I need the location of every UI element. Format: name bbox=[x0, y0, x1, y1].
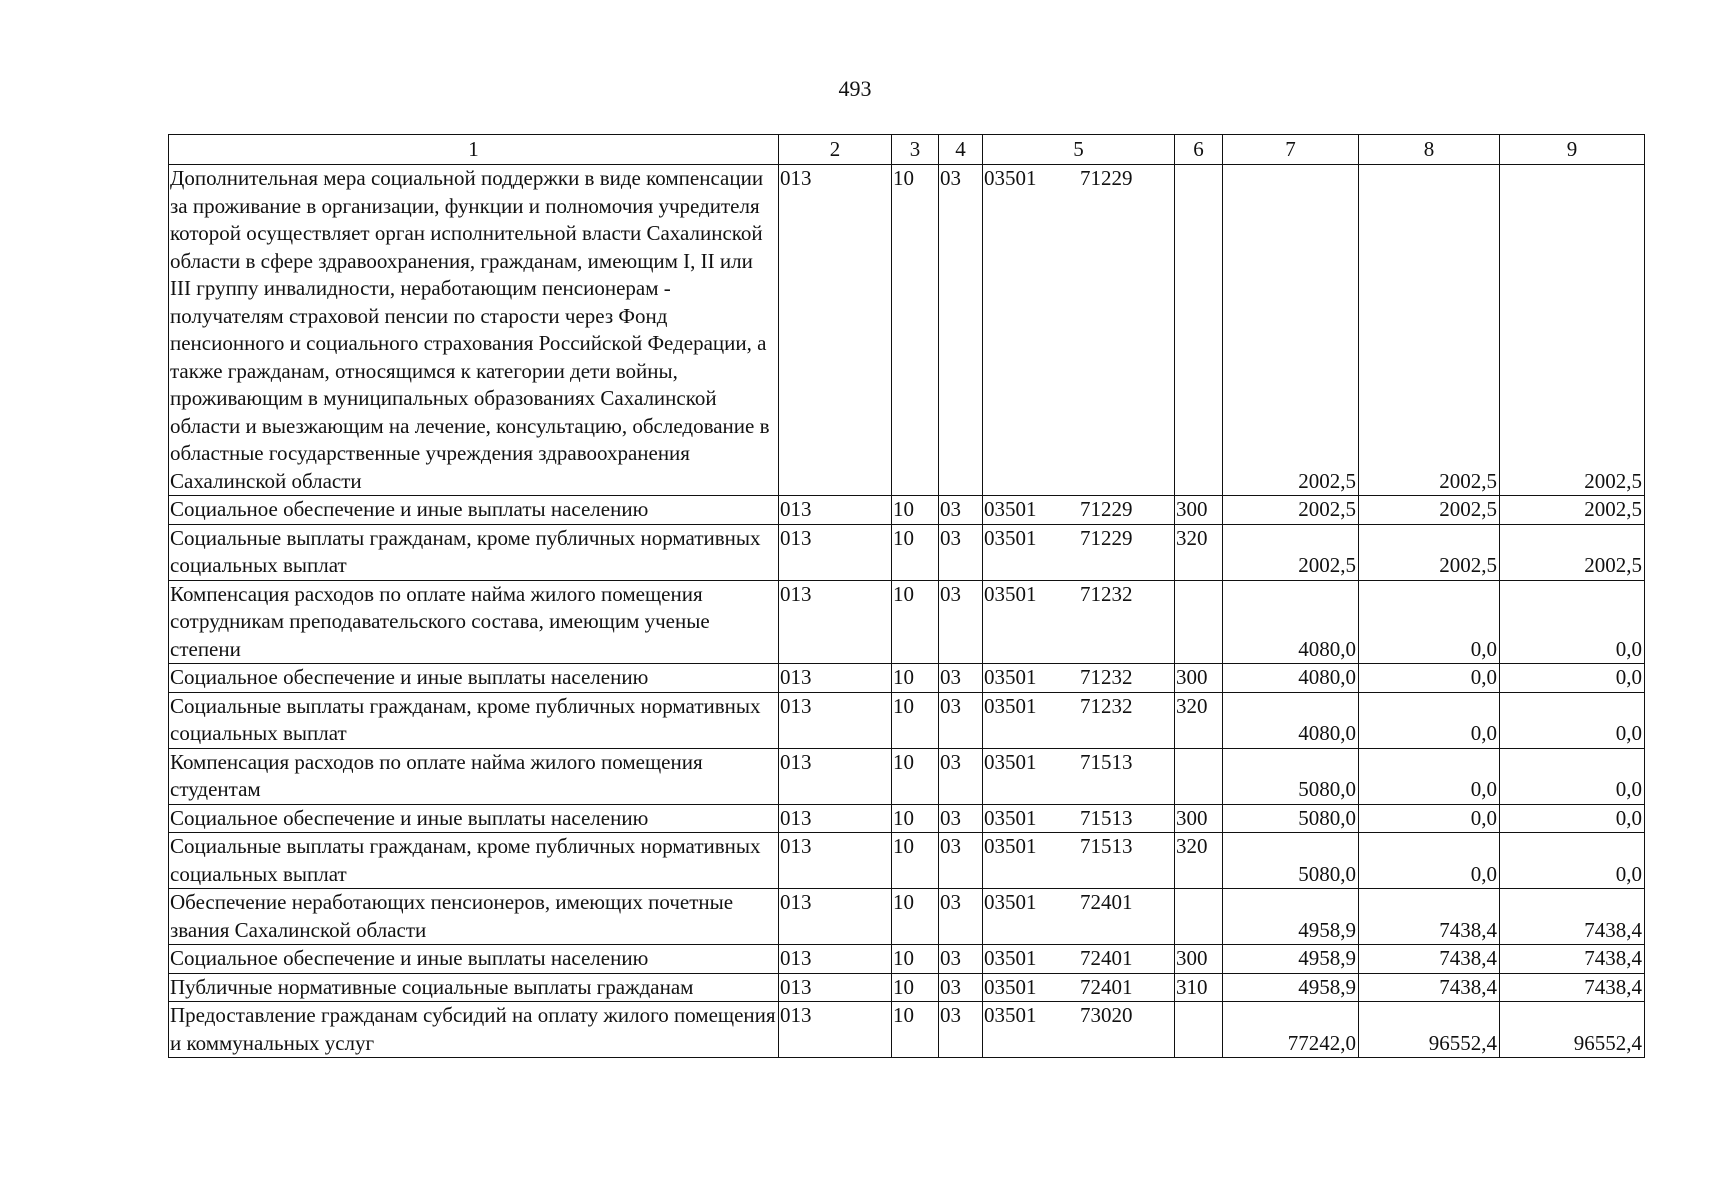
table-row bbox=[169, 833, 1645, 889]
cell-target-article bbox=[983, 692, 1175, 748]
cell-subsection-code: 03 bbox=[939, 804, 983, 833]
header-row bbox=[169, 135, 1645, 165]
cell-amount-col8: 0,0 bbox=[1359, 804, 1500, 833]
cell-subsection-code: 03 bbox=[939, 973, 983, 1002]
cell-section-code: 10 bbox=[892, 945, 939, 974]
row-name: Социальное обеспечение и иные выплаты населению bbox=[169, 804, 779, 833]
cell-amount-col7: 2002,5 bbox=[1223, 165, 1359, 496]
row-name: Дополнительная мера социальной поддержки в виде компенсации за проживание в организации, функции и полномочия учредителя которой осуществляет орган исполнительной власти Сахалинской области в сфере здравоохранения, гражданам, имеющим I, II или III группу инвалидности, неработающим пенсионерам - получателям страховой пенсии по старости через Фонд пенсионного и социального страхования Российской Федерации, а также гражданам, относящимся к категории дети войны, проживающим в муниципальных образованиях Сахалинской области и выезжающим на лечение, консультацию, обследование в областные государственные учреждения здравоохранения Сахалинской области bbox=[169, 165, 779, 496]
cell-amount-col7: 2002,5 bbox=[1223, 496, 1359, 525]
target-article-direction: 72401 bbox=[1080, 946, 1133, 970]
table-row bbox=[169, 748, 1645, 804]
cell-amount-col7: 4080,0 bbox=[1223, 580, 1359, 664]
row-name: Социальное обеспечение и иные выплаты населению bbox=[169, 945, 779, 974]
cell-amount-col9: 7438,4 bbox=[1500, 945, 1645, 974]
target-article-direction: 71513 bbox=[1080, 834, 1133, 858]
table-row bbox=[169, 945, 1645, 974]
cell-amount-col7: 4958,9 bbox=[1223, 945, 1359, 974]
cell-amount-col7: 4958,9 bbox=[1223, 889, 1359, 945]
target-article-direction: 71229 bbox=[1080, 497, 1133, 521]
cell-ministry-code: 013 bbox=[779, 889, 892, 945]
cell-amount-col7: 5080,0 bbox=[1223, 833, 1359, 889]
target-article-program: 03501 bbox=[984, 946, 1037, 970]
cell-amount-col8: 2002,5 bbox=[1359, 496, 1500, 525]
target-article-program: 03501 bbox=[984, 166, 1037, 190]
target-article-program: 03501 bbox=[984, 974, 1037, 999]
cell-expense-type: 320 bbox=[1175, 692, 1223, 748]
cell-subsection-code: 03 bbox=[939, 833, 983, 889]
target-article-program: 03501 bbox=[984, 693, 1037, 718]
cell-ministry-code: 013 bbox=[779, 496, 892, 525]
row-name: Компенсация расходов по оплате найма жилого помещения сотрудникам преподавательского состава, имеющим ученые степени bbox=[169, 580, 779, 664]
cell-target-article bbox=[983, 804, 1175, 833]
cell-amount-col9: 7438,4 bbox=[1500, 973, 1645, 1002]
cell-section-code: 10 bbox=[892, 692, 939, 748]
target-article-direction: 71229 bbox=[1080, 166, 1133, 190]
cell-target-article bbox=[983, 748, 1175, 804]
cell-target-article bbox=[983, 973, 1175, 1002]
cell-amount-col9: 96552,4 bbox=[1500, 1002, 1645, 1058]
target-article-program: 03501 bbox=[984, 1003, 1037, 1027]
column-header: 2 bbox=[779, 135, 892, 165]
target-article-program: 03501 bbox=[984, 890, 1037, 914]
cell-subsection-code: 03 bbox=[939, 165, 983, 496]
cell-expense-type: 300 bbox=[1175, 804, 1223, 833]
target-article-program: 03501 bbox=[984, 497, 1037, 521]
cell-expense-type: 300 bbox=[1175, 496, 1223, 525]
cell-subsection-code: 03 bbox=[939, 524, 983, 580]
cell-expense-type bbox=[1175, 165, 1223, 496]
cell-section-code: 10 bbox=[892, 165, 939, 496]
column-header: 4 bbox=[939, 135, 983, 165]
table-row bbox=[169, 804, 1645, 833]
cell-amount-col9: 0,0 bbox=[1500, 833, 1645, 889]
cell-amount-col9: 2002,5 bbox=[1500, 165, 1645, 496]
cell-target-article bbox=[983, 496, 1175, 525]
cell-ministry-code: 013 bbox=[779, 580, 892, 664]
cell-amount-col7: 5080,0 bbox=[1223, 748, 1359, 804]
cell-ministry-code: 013 bbox=[779, 692, 892, 748]
cell-subsection-code: 03 bbox=[939, 496, 983, 525]
cell-expense-type bbox=[1175, 889, 1223, 945]
budget-table bbox=[168, 134, 1645, 1058]
cell-amount-col9: 0,0 bbox=[1500, 692, 1645, 748]
cell-amount-col8: 0,0 bbox=[1359, 664, 1500, 693]
cell-ministry-code: 013 bbox=[779, 945, 892, 974]
cell-amount-col8: 0,0 bbox=[1359, 833, 1500, 889]
cell-section-code: 10 bbox=[892, 580, 939, 664]
target-article-direction: 72401 bbox=[1080, 890, 1133, 914]
cell-section-code: 10 bbox=[892, 496, 939, 525]
cell-section-code: 10 bbox=[892, 1002, 939, 1058]
target-article-program: 03501 bbox=[984, 749, 1037, 774]
column-header: 3 bbox=[892, 135, 939, 165]
column-header: 5 bbox=[983, 135, 1175, 165]
cell-target-article bbox=[983, 524, 1175, 580]
cell-ministry-code: 013 bbox=[779, 973, 892, 1002]
cell-target-article bbox=[983, 165, 1175, 496]
cell-amount-col8: 2002,5 bbox=[1359, 165, 1500, 496]
cell-subsection-code: 03 bbox=[939, 945, 983, 974]
target-article-program: 03501 bbox=[984, 525, 1037, 550]
target-article-program: 03501 bbox=[984, 805, 1037, 830]
cell-subsection-code: 03 bbox=[939, 748, 983, 804]
target-article-program: 03501 bbox=[984, 665, 1037, 689]
cell-ministry-code: 013 bbox=[779, 664, 892, 693]
cell-expense-type: 320 bbox=[1175, 524, 1223, 580]
column-header: 1 bbox=[169, 135, 779, 165]
cell-section-code: 10 bbox=[892, 664, 939, 693]
table-row bbox=[169, 973, 1645, 1002]
cell-target-article bbox=[983, 945, 1175, 974]
column-header: 8 bbox=[1359, 135, 1500, 165]
cell-expense-type: 300 bbox=[1175, 664, 1223, 693]
row-name: Социальные выплаты гражданам, кроме публичных нормативных социальных выплат bbox=[169, 692, 779, 748]
row-name: Публичные нормативные социальные выплаты гражданам bbox=[169, 973, 779, 1002]
cell-section-code: 10 bbox=[892, 889, 939, 945]
cell-amount-col8: 96552,4 bbox=[1359, 1002, 1500, 1058]
target-article-direction: 71229 bbox=[1080, 525, 1133, 550]
cell-amount-col9: 0,0 bbox=[1500, 804, 1645, 833]
cell-subsection-code: 03 bbox=[939, 580, 983, 664]
cell-amount-col8: 0,0 bbox=[1359, 580, 1500, 664]
cell-ministry-code: 013 bbox=[779, 804, 892, 833]
target-article-direction: 71232 bbox=[1080, 581, 1133, 606]
cell-amount-col7: 2002,5 bbox=[1223, 524, 1359, 580]
cell-subsection-code: 03 bbox=[939, 664, 983, 693]
cell-amount-col7: 5080,0 bbox=[1223, 804, 1359, 833]
table-row bbox=[169, 165, 1645, 496]
row-name: Предоставление гражданам субсидий на оплату жилого помещения и коммунальных услуг bbox=[169, 1002, 779, 1058]
target-article-direction: 72401 bbox=[1080, 974, 1133, 999]
cell-section-code: 10 bbox=[892, 748, 939, 804]
table-row bbox=[169, 496, 1645, 525]
row-name: Социальное обеспечение и иные выплаты населению bbox=[169, 664, 779, 693]
target-article-direction: 71232 bbox=[1080, 693, 1133, 718]
cell-amount-col9: 2002,5 bbox=[1500, 496, 1645, 525]
cell-amount-col9: 0,0 bbox=[1500, 664, 1645, 693]
cell-amount-col8: 7438,4 bbox=[1359, 973, 1500, 1002]
cell-amount-col7: 4080,0 bbox=[1223, 664, 1359, 693]
target-article-direction: 71513 bbox=[1080, 805, 1133, 830]
cell-ministry-code: 013 bbox=[779, 833, 892, 889]
cell-subsection-code: 03 bbox=[939, 692, 983, 748]
target-article-direction: 71232 bbox=[1080, 665, 1133, 689]
cell-target-article bbox=[983, 833, 1175, 889]
cell-amount-col7: 77242,0 bbox=[1223, 1002, 1359, 1058]
cell-section-code: 10 bbox=[892, 524, 939, 580]
cell-subsection-code: 03 bbox=[939, 889, 983, 945]
cell-amount-col9: 0,0 bbox=[1500, 748, 1645, 804]
cell-amount-col9: 7438,4 bbox=[1500, 889, 1645, 945]
cell-expense-type bbox=[1175, 748, 1223, 804]
cell-amount-col8: 7438,4 bbox=[1359, 889, 1500, 945]
target-article-program: 03501 bbox=[984, 581, 1037, 606]
cell-ministry-code: 013 bbox=[779, 748, 892, 804]
column-header: 9 bbox=[1500, 135, 1645, 165]
target-article-direction: 73020 bbox=[1080, 1003, 1133, 1027]
row-name: Социальное обеспечение и иные выплаты населению bbox=[169, 496, 779, 525]
page-number: 493 bbox=[838, 76, 872, 101]
cell-expense-type bbox=[1175, 580, 1223, 664]
cell-expense-type: 320 bbox=[1175, 833, 1223, 889]
column-header: 7 bbox=[1223, 135, 1359, 165]
table-row bbox=[169, 664, 1645, 693]
row-name: Социальные выплаты гражданам, кроме публичных нормативных социальных выплат bbox=[169, 524, 779, 580]
cell-amount-col7: 4958,9 bbox=[1223, 973, 1359, 1002]
cell-expense-type bbox=[1175, 1002, 1223, 1058]
cell-target-article bbox=[983, 1002, 1175, 1058]
cell-section-code: 10 bbox=[892, 833, 939, 889]
table-row bbox=[169, 889, 1645, 945]
cell-ministry-code: 013 bbox=[779, 1002, 892, 1058]
row-name: Компенсация расходов по оплате найма жилого помещения студентам bbox=[169, 748, 779, 804]
table-row bbox=[169, 1002, 1645, 1058]
target-article-direction: 71513 bbox=[1080, 749, 1133, 774]
cell-target-article bbox=[983, 889, 1175, 945]
table-row bbox=[169, 580, 1645, 664]
cell-ministry-code: 013 bbox=[779, 524, 892, 580]
cell-target-article bbox=[983, 580, 1175, 664]
cell-subsection-code: 03 bbox=[939, 1002, 983, 1058]
cell-expense-type: 310 bbox=[1175, 973, 1223, 1002]
cell-ministry-code: 013 bbox=[779, 165, 892, 496]
cell-amount-col9: 2002,5 bbox=[1500, 524, 1645, 580]
cell-target-article bbox=[983, 664, 1175, 693]
row-name: Социальные выплаты гражданам, кроме публичных нормативных социальных выплат bbox=[169, 833, 779, 889]
cell-amount-col7: 4080,0 bbox=[1223, 692, 1359, 748]
table-row bbox=[169, 692, 1645, 748]
cell-amount-col9: 0,0 bbox=[1500, 580, 1645, 664]
table-row bbox=[169, 524, 1645, 580]
cell-section-code: 10 bbox=[892, 804, 939, 833]
cell-amount-col8: 0,0 bbox=[1359, 692, 1500, 748]
column-header: 6 bbox=[1175, 135, 1223, 165]
target-article-program: 03501 bbox=[984, 834, 1037, 858]
cell-section-code: 10 bbox=[892, 973, 939, 1002]
cell-expense-type: 300 bbox=[1175, 945, 1223, 974]
cell-amount-col8: 7438,4 bbox=[1359, 945, 1500, 974]
cell-amount-col8: 0,0 bbox=[1359, 748, 1500, 804]
cell-amount-col8: 2002,5 bbox=[1359, 524, 1500, 580]
row-name: Обеспечение неработающих пенсионеров, имеющих почетные звания Сахалинской области bbox=[169, 889, 779, 945]
